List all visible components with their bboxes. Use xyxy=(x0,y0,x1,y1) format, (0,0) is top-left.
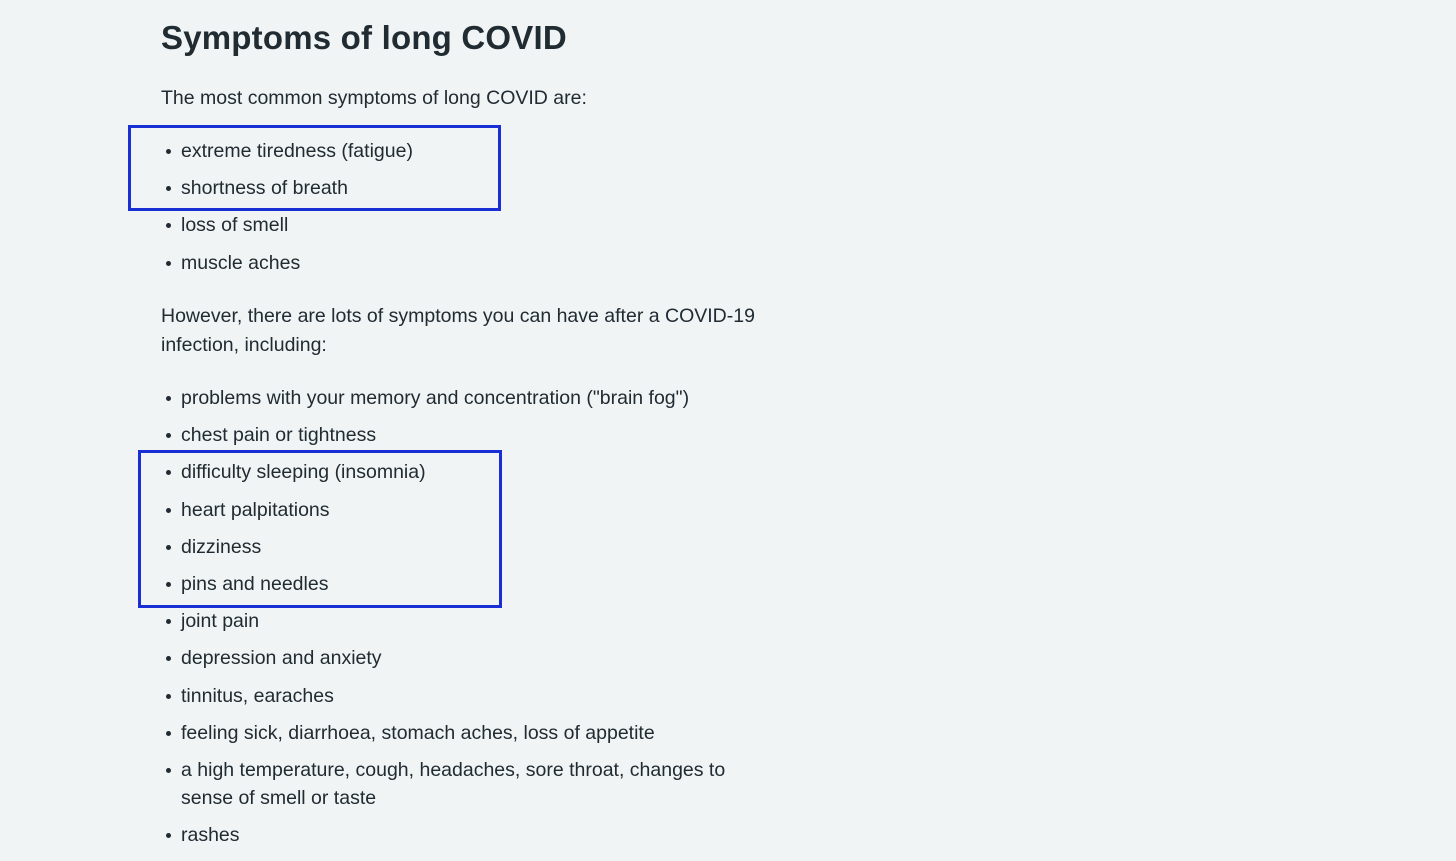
list-item: heart palpitations xyxy=(161,496,801,524)
list-item: tinnitus, earaches xyxy=(161,682,801,710)
list-item: joint pain xyxy=(161,607,801,635)
list-item: a high temperature, cough, headaches, sore throat, changes to sense of smell or taste xyxy=(161,756,781,812)
intro-paragraph: The most common symptoms of long COVID are: xyxy=(161,87,587,109)
list-item: rashes xyxy=(161,821,801,849)
list-item: chest pain or tightness xyxy=(161,421,801,449)
list-item: dizziness xyxy=(161,533,801,561)
page-title: Symptoms of long COVID xyxy=(161,19,567,56)
list-item: shortness of breath xyxy=(161,174,801,202)
list-item: feeling sick, diarrhoea, stomach aches, loss of appetite xyxy=(161,719,801,747)
highlight-box-other-symptoms xyxy=(138,450,502,608)
list-item: loss of smell xyxy=(161,211,801,239)
list-item: difficulty sleeping (insomnia) xyxy=(161,458,801,486)
list-item: muscle aches xyxy=(161,249,801,277)
other-symptoms-paragraph: However, there are lots of symptoms you can have after a COVID-19 infection, including: xyxy=(161,305,755,356)
list-item: depression and anxiety xyxy=(161,644,801,672)
list-item: problems with your memory and concentration ("brain fog") xyxy=(161,384,801,412)
list-item: extreme tiredness (fatigue) xyxy=(161,137,801,165)
highlight-box-common-symptoms xyxy=(128,125,501,211)
list-item: pins and needles xyxy=(161,570,801,598)
